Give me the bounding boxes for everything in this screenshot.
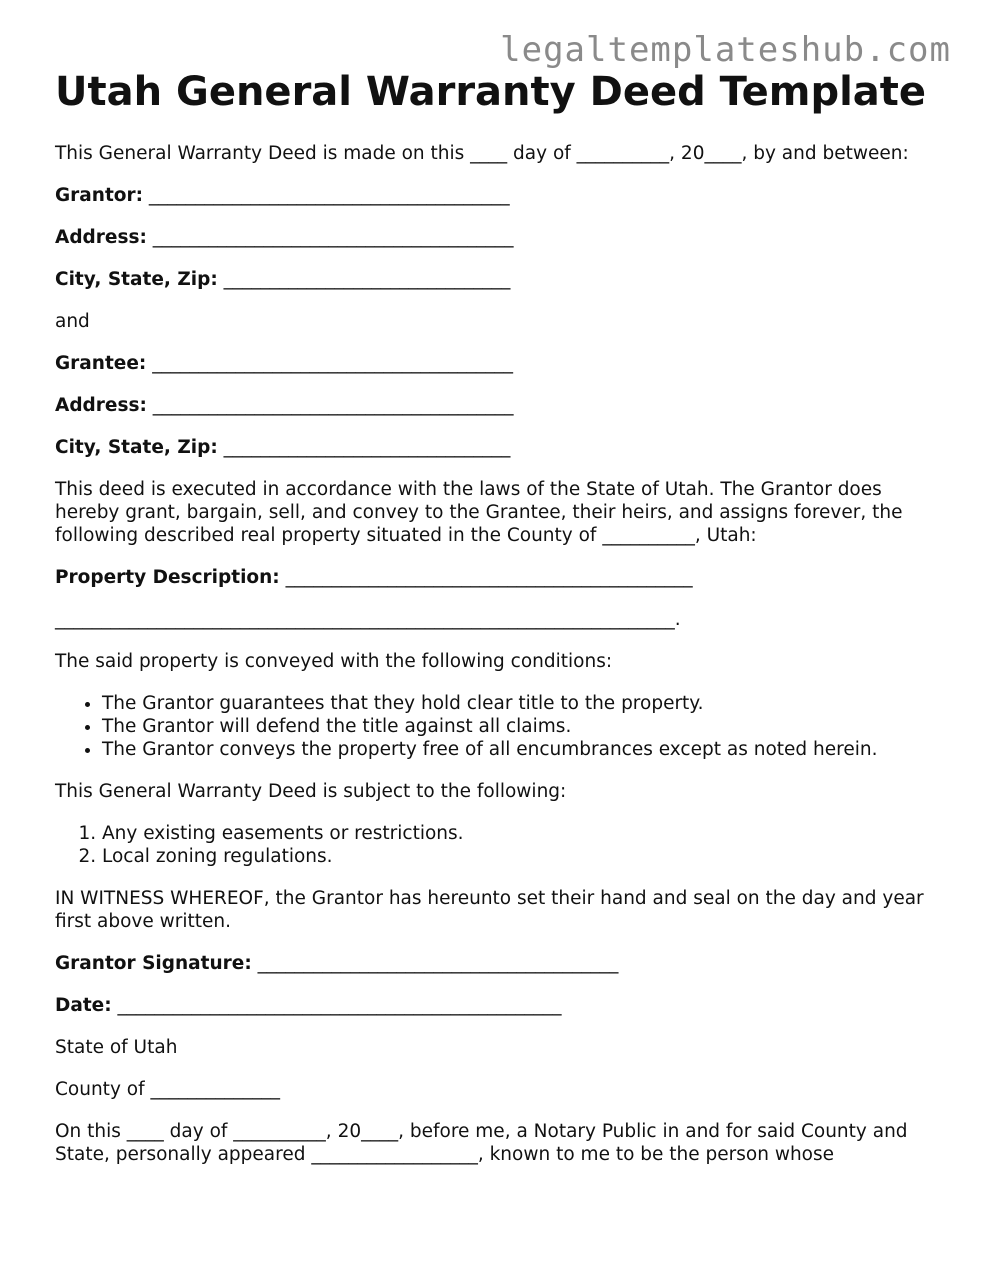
- grantor-name-field: [55, 184, 935, 207]
- list-item: • The Grantor will defend the title against all claims.: [102, 715, 935, 738]
- grantor-signature-label: Grantor Signature:: [55, 953, 252, 974]
- grantor-name-label: Grantor:: [55, 185, 144, 206]
- grantee-city-field: [55, 436, 935, 459]
- conditions-intro: The said property is conveyed with the following conditions:: [55, 651, 613, 672]
- grantor-city-blank: _______________________________: [217, 269, 511, 290]
- notary-paragraph: On this ____ day of __________, 20____, before me, a Notary Public in and for said County and State, personally appeared __________________, known to me to be the person whose: [55, 1121, 908, 1165]
- witness-paragraph: IN WITNESS WHEREOF, the Grantor has hereunto set their hand and seal on the day and year first above written.: [55, 888, 924, 932]
- grantee-name-field: [55, 352, 935, 375]
- date-label: Date:: [55, 995, 112, 1016]
- grantor-signature-blank: _______________________________________: [251, 953, 619, 974]
- date-blank: ________________________________________________: [111, 995, 562, 1016]
- property-description-blank: ____________________________________________: [279, 567, 693, 588]
- subject-list: [55, 822, 935, 868]
- grantor-signature-field: [55, 952, 935, 975]
- list-item: • The Grantor conveys the property free of all encumbrances except as noted herein.: [102, 738, 935, 761]
- list-item: • The Grantor guarantees that they hold clear title to the property.: [102, 692, 935, 715]
- document-body: [55, 68, 935, 1185]
- and-text: and: [55, 311, 90, 332]
- grantee-address-label: Address:: [55, 395, 147, 416]
- property-description-field: [55, 566, 935, 589]
- intro-paragraph: This General Warranty Deed is made on this ____ day of __________, 20____, by and between:: [55, 143, 909, 164]
- list-item: 1. Any existing easements or restrictions.: [102, 822, 935, 845]
- state-line: State of Utah: [55, 1037, 178, 1058]
- property-description-line-2: ___________________________________________________________________.: [55, 609, 681, 630]
- grantee-city-label: City, State, Zip:: [55, 437, 218, 458]
- grantee-address-blank: _______________________________________: [146, 395, 514, 416]
- grantee-name-label: Grantee:: [55, 353, 147, 374]
- list-item: 2. Local zoning regulations.: [102, 845, 935, 868]
- grantor-name-blank: _______________________________________: [143, 185, 510, 206]
- grantee-address-field: [55, 394, 935, 417]
- grantor-city-label: City, State, Zip:: [55, 269, 218, 290]
- county-line: County of ______________: [55, 1079, 280, 1100]
- page-title: Utah General Warranty Deed Template: [55, 69, 927, 115]
- grantor-city-field: [55, 268, 935, 291]
- grantee-name-blank: _______________________________________: [146, 353, 513, 374]
- property-description-label: Property Description:: [55, 567, 280, 588]
- grantee-city-blank: _______________________________: [217, 437, 511, 458]
- execution-paragraph: This deed is executed in accordance with the laws of the State of Utah. The Grantor does hereby grant, bargain, sell, and convey to the Grantee, their heirs, and assigns forever, the following described real property situated in the County of __________, Utah:: [55, 479, 903, 546]
- conditions-list: [55, 692, 935, 761]
- watermark: legaltemplateshub.com: [500, 30, 951, 70]
- subject-intro: This General Warranty Deed is subject to the following:: [55, 781, 567, 802]
- grantor-address-label: Address:: [55, 227, 147, 248]
- date-field: [55, 994, 935, 1017]
- grantor-address-field: [55, 226, 935, 249]
- grantor-address-blank: _______________________________________: [146, 227, 514, 248]
